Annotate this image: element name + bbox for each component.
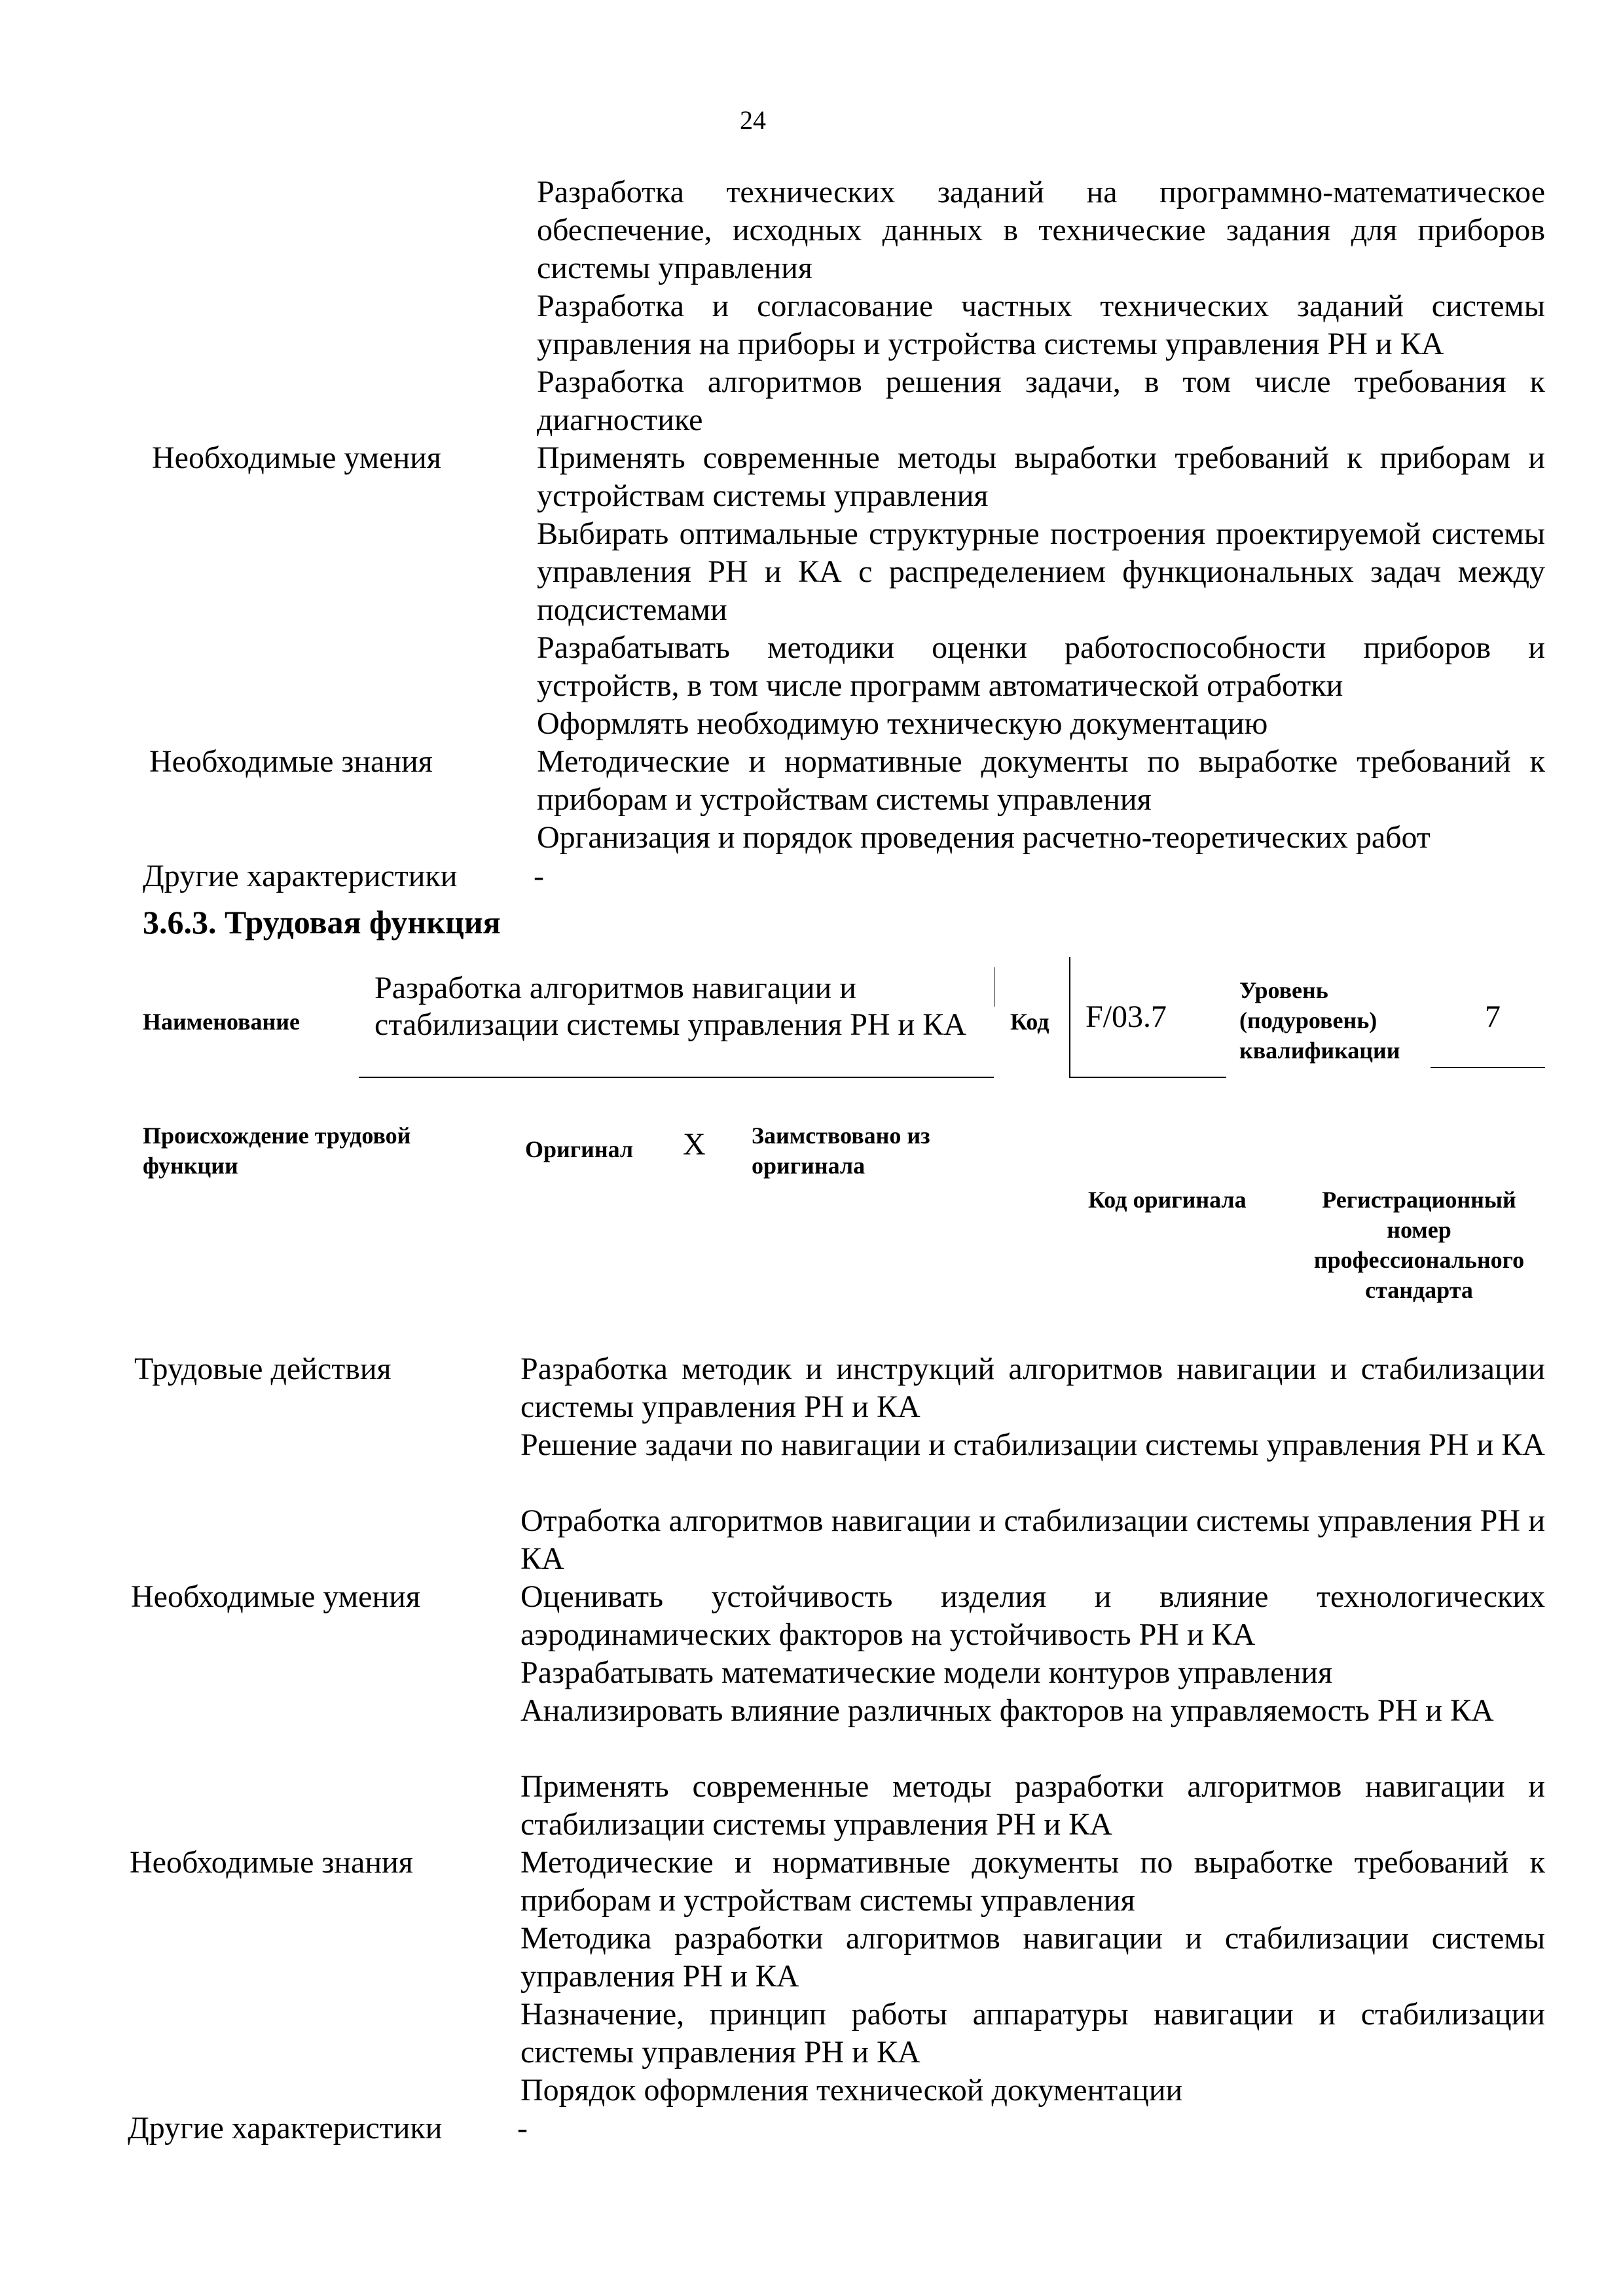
knowledge-item: Методические и нормативные документы по выработке требований к приборам и устройствам системы управления <box>520 1845 1545 1918</box>
other-characteristics-value: - <box>517 2111 528 2145</box>
skill-item: Выбирать оптимальные структурные построения проектируемой системы управления РН и КА с распределением функциональных задач между подсистемами <box>537 516 1545 627</box>
action-item: Разработка технических заданий на программно-математическое обеспечение, исходных данных в технические задания для приборов системы управления <box>537 175 1545 285</box>
code-underline <box>1069 1077 1226 1078</box>
skills-label: Необходимые умения <box>152 440 441 475</box>
knowledge-item: Назначение, принцип работы аппаратуры навигации и стабилизации системы управления РН и КА <box>520 1997 1545 2070</box>
name-underline <box>359 1077 994 1078</box>
action-item: Решение задачи по навигации и стабилизации системы управления РН и КА <box>520 1427 1545 1462</box>
section-title: 3.6.3. Трудовая функция <box>143 904 501 941</box>
origin-label: Происхождение трудовой функции <box>143 1122 411 1179</box>
skill-item: Анализировать влияние различных факторов на управляемость РН и КА <box>520 1693 1494 1728</box>
code-box-left <box>1069 957 1070 1077</box>
skill-item: Применять современные методы разработки алгоритмов навигации и стабилизации системы управления РН и КА <box>520 1769 1545 1842</box>
other-characteristics-label: Другие характеристики <box>143 859 458 893</box>
skill-item: Разрабатывать математические модели контуров управления <box>520 1655 1333 1690</box>
actions-label: Трудовые действия <box>134 1352 392 1386</box>
action-item: Отработка алгоритмов навигации и стабилизации системы управления РН и КА <box>520 1503 1545 1576</box>
name-divider <box>994 967 995 1007</box>
level-underline <box>1431 1067 1545 1068</box>
name-label: Наименование <box>143 1009 300 1035</box>
knowledge-item: Методические и нормативные документы по выработке требований к приборам и устройствам системы управления <box>537 744 1545 817</box>
level-value: 7 <box>1485 999 1501 1034</box>
skill-item: Применять современные методы выработки требований к приборам и устройствам системы управления <box>537 440 1545 513</box>
knowledge-item: Методика разработки алгоритмов навигации и стабилизации системы управления РН и КА <box>520 1921 1545 1994</box>
skill-item: Оформлять необходимую техническую документацию <box>537 706 1268 741</box>
other-characteristics-value: - <box>534 859 544 893</box>
original-mark: X <box>683 1127 706 1162</box>
registration-number-label: Регистрационный номер профессионального стандарта <box>1313 1187 1525 1303</box>
action-item: Разработка алгоритмов решения задачи, в том числе требования к диагностике <box>537 365 1545 437</box>
level-label: Уровень (подуровень) квалификации <box>1239 977 1400 1064</box>
action-item: Разработка методик и инструкций алгоритмов навигации и стабилизации системы управления РН и КА <box>520 1352 1545 1424</box>
action-item: Разработка и согласование частных технических заданий системы управления на приборы и устройства системы управления РН и КА <box>537 289 1545 361</box>
page-number: 24 <box>740 105 766 135</box>
knowledge-label: Необходимые знания <box>149 744 433 779</box>
knowledge-item: Организация и порядок проведения расчетно-теоретических работ <box>537 820 1431 855</box>
original-label: Оригинал <box>525 1136 634 1162</box>
borrowed-label: Заимствовано из оригинала <box>752 1122 930 1179</box>
other-characteristics-label: Другие характеристики <box>128 2111 443 2145</box>
function-code: F/03.7 <box>1085 999 1167 1034</box>
code-label: Код <box>1010 1009 1049 1035</box>
knowledge-item: Порядок оформления технической документации <box>520 2073 1183 2108</box>
skill-item: Разрабатывать методики оценки работоспособности приборов и устройств, в том числе программ автоматической отработки <box>537 630 1545 703</box>
knowledge-label: Необходимые знания <box>130 1845 413 1880</box>
function-name: Разработка алгоритмов навигации и стабилизации системы управления РН и КА <box>374 971 966 1042</box>
skill-item: Оценивать устойчивость изделия и влияние технологических аэродинамических факторов на устойчивость РН и КА <box>520 1579 1545 1652</box>
skills-label: Необходимые умения <box>131 1579 420 1614</box>
code-original-label: Код оригинала <box>1088 1187 1247 1213</box>
